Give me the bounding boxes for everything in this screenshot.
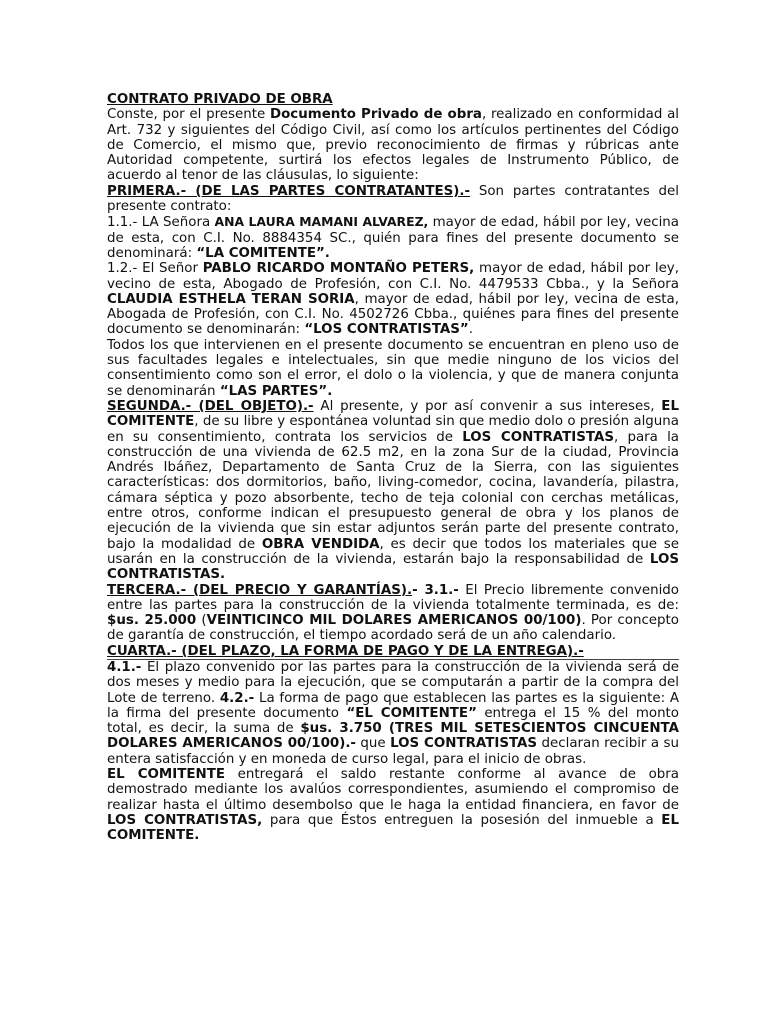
clause-segunda (107, 399, 679, 583)
clause-primera-text: Son partes contratantes del presente contrato: (107, 183, 679, 215)
p12-party-name-2: CLAUDIA ESTHELA TERAN SORIA (107, 291, 355, 307)
clause-primera-heading: PRIMERA.- (DE LAS PARTES CONTRATANTES).- (107, 183, 471, 199)
final-text-2: para que Éstos entreguen la posesión del inmueble a (262, 812, 662, 828)
intro-text-2: , realizado en conformidad al Art. 732 y siguientes del Código Civil, así como los artículos pertinentes del Código de Comercio, el mismo que, previo reconocimiento de firmas y rúbricas ante Autoridad competente, surtirá los efectos legales de Instrumento Público, de acuerdo al tenor de las cláusulas, lo siguiente: (107, 107, 679, 184)
tercera-price: $us. 25.000 (107, 613, 197, 629)
segunda-text-4: , es decir que todos los materiales que se usarán en la construcción de la vivienda, estarán bajo la responsabilidad de (107, 536, 679, 567)
clause-tercera (107, 583, 679, 644)
p41-text-1: El plazo convenido por las partes para la construcción de la vivienda será de dos meses y medio para la ejecución, que se computarán a partir de la compra del Lote de terreno. (107, 659, 679, 706)
clause-cuarta-heading-line (107, 644, 679, 660)
p12-text-4: . (468, 322, 473, 338)
p11-party-name: ANA LAURA MAMANI ALVAREZ, (214, 214, 429, 230)
segunda-bold-3: OBRA VENDIDA (261, 536, 380, 552)
segunda-text-2: , de su libre y espontánea voluntad sin que medio dolo o presión alguna en su consentimiento, contrata los servicios de (107, 414, 679, 445)
tercera-price-words: VEINTICINCO MIL DOLARES AMERICANOS 00/100) (206, 613, 582, 629)
final-text-1: entregará el saldo restante conforme al avance de obra demostrado mediante los avalúos correspondientes, asumiendo el compromiso de realizar hasta el último desembolso que le haga la entidad financiera, en favor de (107, 767, 679, 813)
paragraph-4-1 (107, 660, 679, 767)
segunda-text-3: , para la construcción de una vivienda de 62.5 m2, en la zona Sur de la ciudad, Provincia Andrés Ibáñez, Departamento de Santa Cruz de la Sierra, con las siguientes características: dos dormitorios, baño, living-comedor, cocina, lavandería, pilastra, cámara séptica y pozo absorbente, techo de teja colonial con cerchas metálicas, entre otros, conforme indican el presupuesto general de obra y los planos de ejecución de la vivienda que sin estar adjuntos serán parte del presente contrato, bajo la modalidad de (107, 429, 679, 552)
p11-text-2: mayor de edad, hábil por ley, vecina de esta, con C.I. No. 8884354 SC., quién para fines del presente documento se denominará: (107, 215, 680, 261)
tercera-bold-0: - 3.1.- (412, 582, 459, 598)
final-bold-1: EL COMITENTE (107, 767, 226, 783)
todos-text: Todos los que intervienen en el presente documento se encuentran en pleno uso de sus facultades legales e intelectuales, sin que medie ninguno de los vicios del consentimiento como son el error, el dolo o la violencia, y que de manera conjunta se denominarán (107, 337, 679, 399)
p12-text-3: , mayor de edad, hábil por ley, vecina de esta, Abogada de Profesión, con C.I. No. 4502726 Cbba., quiénes para fines del presente documento se denominarán: (107, 291, 680, 338)
clause-primera (107, 184, 679, 215)
p11-alias: “LA COMITENTE”. (196, 245, 330, 261)
p41-text-2: La forma de pago que establecen las partes es la siguiente: A la firma del presente documento (107, 690, 680, 721)
paragraph-final (107, 767, 679, 843)
final-bold-2: LOS CONTRATISTAS, (107, 812, 263, 828)
p41-amount: $us. 3.750 (TRES MIL SETESCIENTOS CINCUENTA DOLARES AMERICANOS 00/100).- (107, 721, 679, 752)
clause-tercera-heading: TERCERA.- (DEL PRECIO Y GARANTÍAS). (107, 582, 413, 598)
segunda-bold-4: LOS CONTRATISTAS. (107, 551, 679, 583)
paragraph-1-1 (107, 214, 679, 261)
p12-alias: “LOS CONTRATISTAS” (304, 322, 469, 338)
p12-party-name-1: PABLO RICARDO MONTAÑO PETERS, (202, 261, 475, 277)
paragraph-1-2 (107, 261, 679, 337)
p41-bold-0: 4.1.- (107, 659, 142, 675)
p12-text-2: mayor de edad, hábil por ley, vecino de esta, Abogado de Profesión, con C.I. No. 4479533 Cbba., y la Señora (107, 261, 679, 292)
tercera-text-1: El Precio libremente convenido entre las partes para la construcción de la vivienda totalmente terminada, es de: (107, 582, 679, 613)
contract-document (107, 92, 679, 844)
p12-text-1: 1.2.- El Señor (107, 261, 203, 277)
intro-text-1: Conste, por el presente (107, 107, 270, 123)
paragraph-todos (107, 338, 679, 399)
p41-bold-4: LOS CONTRATISTAS (390, 736, 538, 752)
p11-text-1: 1.1.- LA Señora (107, 215, 215, 231)
p41-text-3: entrega el 15 % del monto total, es decir, la suma de (107, 705, 680, 737)
clause-segunda-heading: SEGUNDA.- (DEL OBJETO).- (107, 398, 314, 414)
segunda-text-1: Al presente, y por así convenir a sus intereses, (313, 398, 662, 414)
p41-text-5: declaran recibir a su entera satisfacción y en moneda de curso legal, para el inicio de obras. (107, 736, 679, 767)
segunda-bold-2: LOS CONTRATISTAS (462, 429, 614, 445)
intro-paragraph (107, 107, 679, 183)
clause-cuarta-heading: CUARTA.- (DEL PLAZO, LA FORMA DE PAGO Y DE LA ENTREGA).- (107, 643, 584, 659)
final-bold-3: EL COMITENTE. (107, 812, 679, 844)
p41-bold-1: 4.2.- (219, 690, 255, 706)
tercera-text-3: . Por concepto de garantía de construcción, el tiempo acordado será de un año calendario. (107, 613, 679, 644)
document-title: CONTRATO PRIVADO DE OBRA (107, 92, 333, 107)
segunda-bold-1: EL COMITENTE (107, 398, 679, 430)
todos-alias: “LAS PARTES”. (219, 383, 333, 399)
intro-bold-doc: Documento Privado de obra (269, 107, 482, 123)
p41-bold-2: “EL COMITENTE” (346, 705, 477, 721)
p41-text-4: que (355, 736, 391, 752)
tercera-text-2: ( (196, 613, 207, 629)
